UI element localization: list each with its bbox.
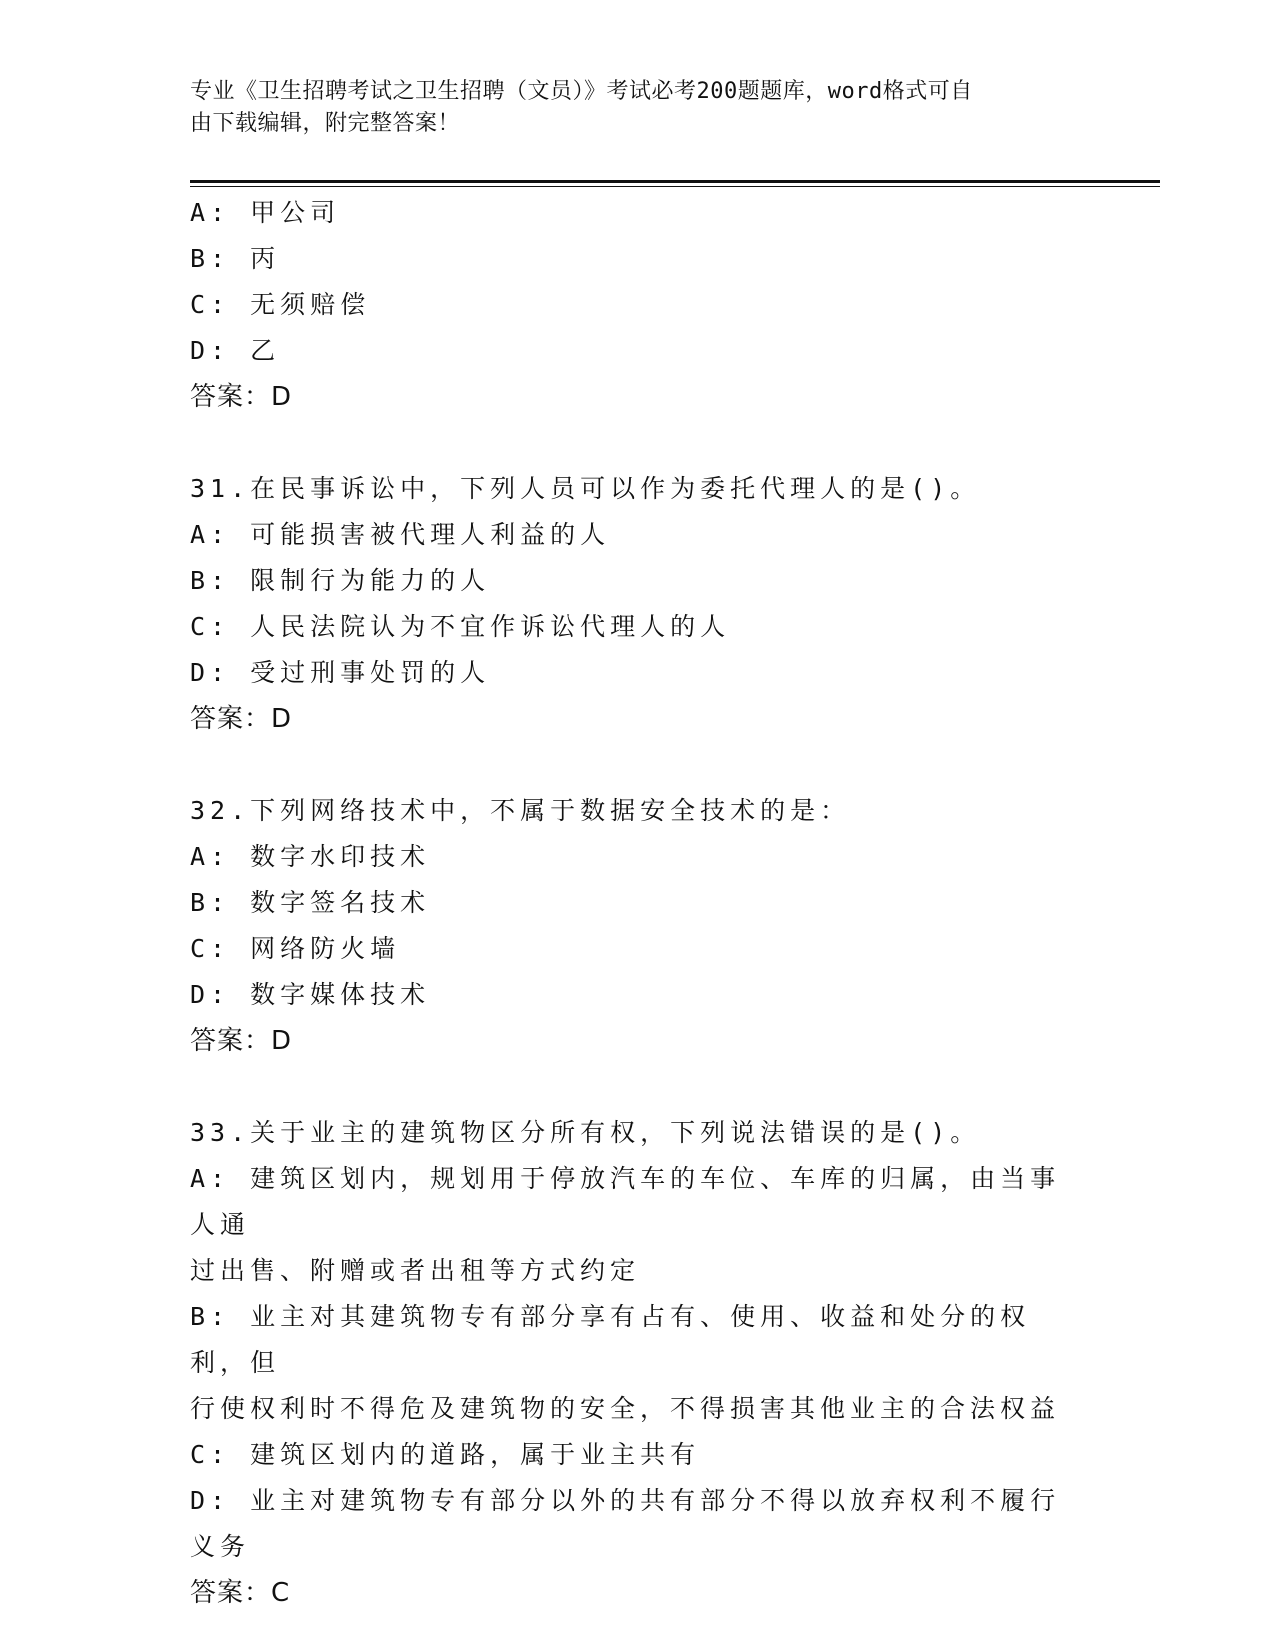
- header-divider-thin: [190, 186, 1160, 187]
- option-a: A: 甲公司: [190, 198, 341, 227]
- option-a-continued: 过出售、附赠或者出租等方式约定: [190, 1256, 641, 1285]
- document-header: [190, 76, 1070, 140]
- question-text: 32.下列网络技术中，不属于数据安全技术的是：: [190, 796, 851, 825]
- option-a: A: 建筑区划内，规划用于停放汽车的车位、车库的归属，由当事人通: [190, 1164, 1061, 1239]
- option-c: C: 无须赔偿: [190, 290, 371, 319]
- answer-line: 答案：C: [190, 1578, 291, 1608]
- header-line-1: 专业《卫生招聘考试之卫生招聘（文员）》考试必考200题题库，word格式可自: [190, 79, 973, 104]
- question-block: [190, 1110, 1090, 1616]
- option-b: B: 丙: [190, 244, 281, 273]
- block-spacer: [190, 420, 1090, 466]
- option-d: D: 数字媒体技术: [190, 980, 431, 1009]
- option-b-continued: 行使权利时不得危及建筑物的安全，不得损害其他业主的合法权益: [190, 1394, 1061, 1423]
- option-a: A: 可能损害被代理人利益的人: [190, 520, 611, 549]
- option-c: C: 人民法院认为不宜作诉讼代理人的人: [190, 612, 731, 641]
- block-spacer: [190, 1064, 1090, 1110]
- question-block: [190, 190, 1090, 420]
- question-block: [190, 466, 1090, 742]
- option-b: B: 限制行为能力的人: [190, 566, 491, 595]
- question-block: [190, 788, 1090, 1064]
- question-text: 33.关于业主的建筑物区分所有权，下列说法错误的是()。: [190, 1118, 981, 1147]
- option-d: D: 乙: [190, 336, 281, 365]
- answer-line: 答案：D: [190, 704, 293, 734]
- option-a: A: 数字水印技术: [190, 842, 431, 871]
- header-line-2: 由下载编辑，附完整答案！: [190, 111, 461, 136]
- header-divider-thick: [190, 180, 1160, 183]
- option-c: C: 建筑区划内的道路，属于业主共有: [190, 1440, 701, 1469]
- block-spacer: [190, 742, 1090, 788]
- option-c: C: 网络防火墙: [190, 934, 401, 963]
- option-d: D: 受过刑事处罚的人: [190, 658, 491, 687]
- question-text: 31.在民事诉讼中，下列人员可以作为委托代理人的是()。: [190, 474, 981, 503]
- question-list: [190, 190, 1090, 1616]
- option-d: D: 业主对建筑物专有部分以外的共有部分不得以放弃权利不履行义务: [190, 1486, 1061, 1561]
- answer-line: 答案：D: [190, 1026, 293, 1056]
- option-b: B: 数字签名技术: [190, 888, 431, 917]
- answer-line: 答案：D: [190, 382, 293, 412]
- option-b: B: 业主对其建筑物专有部分享有占有、使用、收益和处分的权利，但: [190, 1302, 1031, 1377]
